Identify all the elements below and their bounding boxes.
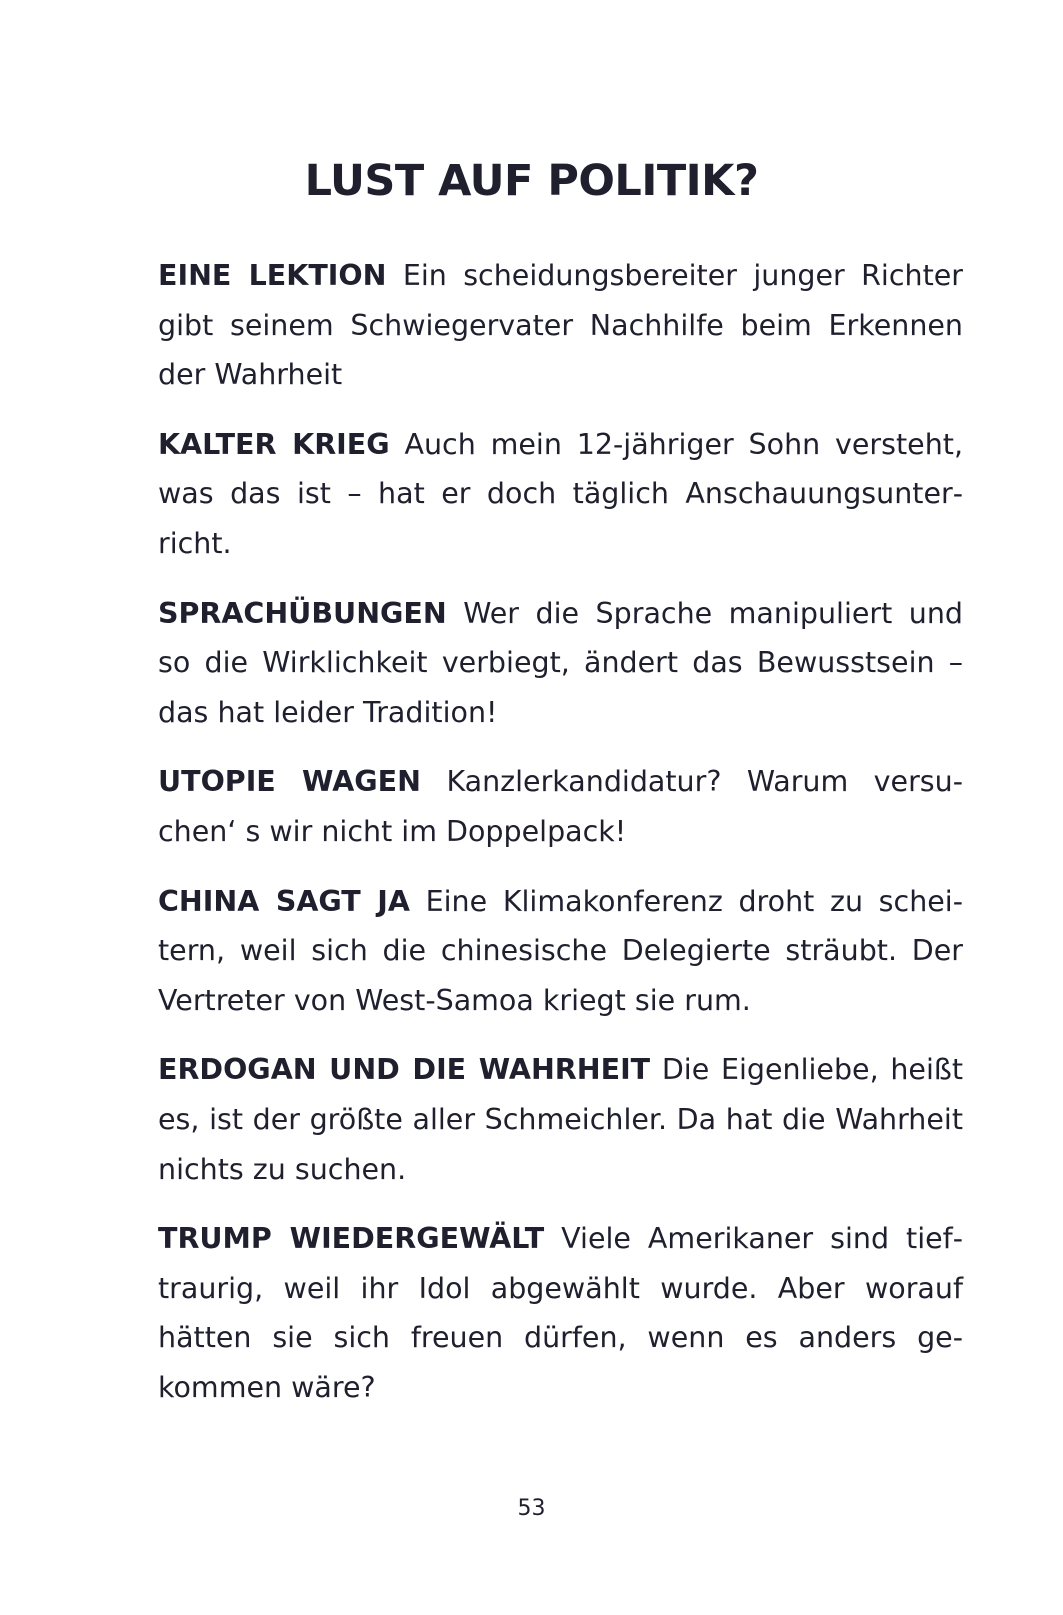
entry-text: Kanzlerkandidatur? Warum versuchen‘ s wir nicht im Doppelpack! xyxy=(158,765,964,848)
page-number: 53 xyxy=(517,1496,546,1521)
entry-text: Ein scheidungsbereiter junger Richter gibt seinem Schwiegervater Nachhilfe beim Erkennen der Wahrheit xyxy=(158,259,963,392)
entry-text: Die Eigenliebe, heißt es, ist der größte aller Schmeichler. Da hat die Wahrheit nichts zu suchen. xyxy=(158,1053,964,1186)
entry-text: Eine Klimakonferenz droht zu scheitern, weil sich die chinesische Delegierte sträubt. Der Vertreter von West-Samoa kriegt sie rum. xyxy=(158,884,964,1017)
entry-china-sagt-ja xyxy=(158,877,963,1026)
entry-trump-wiedergewaelt xyxy=(158,1214,963,1412)
entry-sprachuebungen xyxy=(158,589,963,738)
entry-list xyxy=(158,251,963,1432)
entry-heading: CHINA SAGT JA xyxy=(158,884,410,918)
entry-heading: EINE LEKTION xyxy=(158,259,387,292)
entry-utopie-wagen xyxy=(158,757,963,856)
chapter-title: LUST AUF POLITIK? xyxy=(304,156,759,206)
entry-erdogan-und-die-wahrheit xyxy=(158,1045,963,1194)
entry-heading: ERDOGAN UND DIE WAHRHEIT xyxy=(158,1053,651,1087)
entry-heading: UTOPIE WAGEN xyxy=(158,765,421,799)
entry-text: Viele Amerikaner sind tieftraurig, weil ihr Idol abgewählt wurde. Aber worauf hätten sie sich freuen dürfen, wenn es anders gekommen wäre? xyxy=(158,1222,963,1404)
entry-heading: KALTER KRIEG xyxy=(158,427,390,461)
entry-eine-lektion xyxy=(158,251,963,400)
entry-heading: TRUMP WIEDERGEWÄLT xyxy=(158,1222,545,1256)
entry-kalter-krieg xyxy=(158,420,963,569)
entry-heading: SPRACHÜBUNGEN xyxy=(158,596,447,630)
entry-text: Wer die Sprache manipuliert und so die Wirklichkeit verbiegt, ändert das Bewusstsein – das hat leider Tradition! xyxy=(158,596,964,729)
entry-text: Auch mein 12-jähriger Sohn versteht, was das ist – hat er doch täglich Anschauungsunterricht. xyxy=(158,427,964,560)
